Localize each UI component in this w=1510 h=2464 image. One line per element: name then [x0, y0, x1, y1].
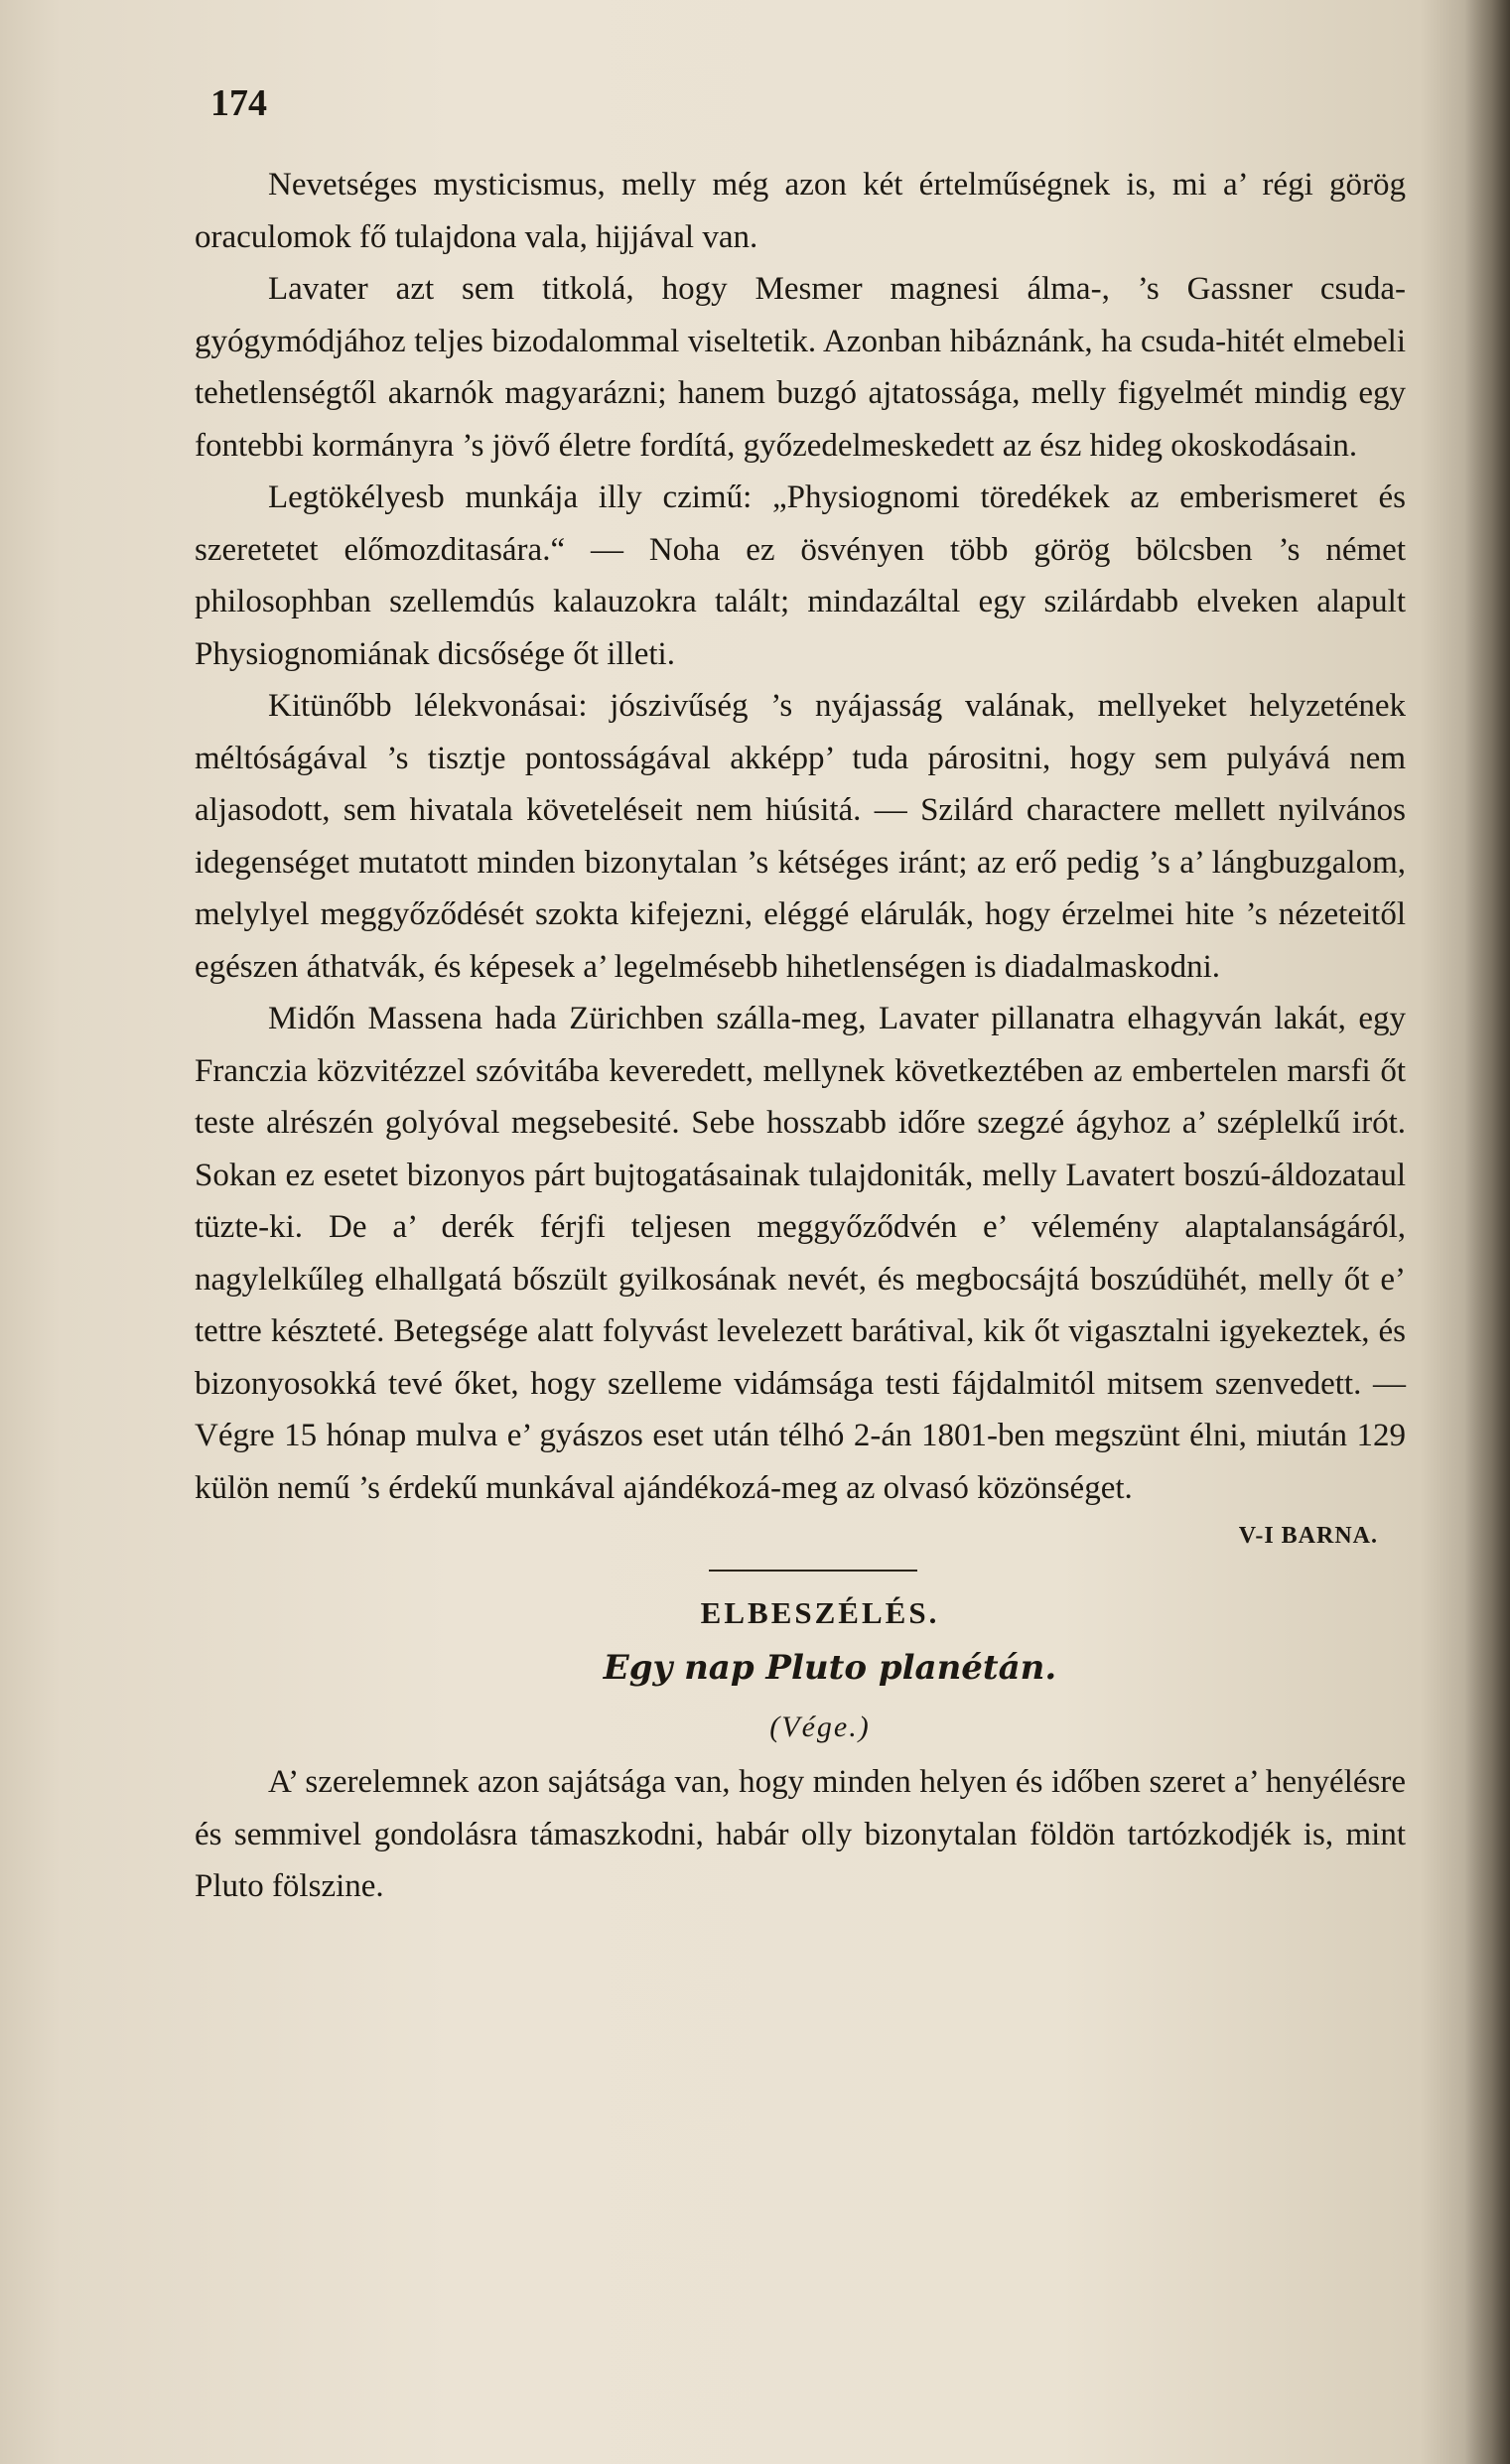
story-title: Egy nap Pluto planétán. [603, 1648, 1057, 1688]
story-part-label: (Vége.) [769, 1711, 871, 1743]
story-opening-paragraph: A’ szerelemnek azon sajátsága van, hogy minden helyen és időben szeret a’ henyélésre és semmivel gondolásra támaszkodni, habár olly bizonytalan földön tartózkodjék is, mint Pluto fölszine. [195, 1764, 1406, 1904]
article-paragraph-4: Kitünőbb lélekvonásai: jószivűség ’s nyájasság valának, mellyeket helyzetének méltóságával ’s tisztje pontosságával akképp’ tuda párositni, hogy sem pulyává nem aljasodott, sem hivatala követeléseit nem hiúsitá. — Szilárd charactere mellett nyilvános idegenséget mutatott minden bizonytalan ’s kétséges iránt; az erő pedig ’s a’ lángbuzgalom, melylyel meggyőződését szokta kifejezni, eléggé elárulák, hogy érzelmei hite ’s nézeteitől egészen áthatvák, és képesek a’ legelmésebb hihetlenségen is diadalmaskodni. [195, 688, 1406, 985]
article-paragraph-3: Legtökélyesb munkája illy czimű: „Physiognomi töredékek az emberismeret és szeretetet előmozditasára.“ — Noha ez ösvényen több görög bölcsben ’s német philosophban szellemdús kalauzokra talált; mindazáltal egy szilárdabb elveken alapult Physiognomiának dicsősége őt illeti. [195, 479, 1406, 672]
article-paragraph-5: Midőn Massena hada Zürichben szálla-meg, Lavater pillanatra elhagyván lakát, egy Franczia közvitézzel szóvitába keveredett, mellynek következtében az embertelen marsfi őt teste alrészén golyóval megsebesité. Sebe hosszabb időre szegzé ágyhoz a’ széplelkű irót. Sokan ez esetet bizonyos párt bujtogatásainak tulajdoniták, melly Lavatert boszú-áldozataul tüzte-ki. De a’ derék férjfi teljesen meggyőződvén e’ vélemény alaptalanságáról, nagylelkűleg elhallgatá bőszült gyilkosának nevét, és megbocsájtá boszúdühét, melly őt e’ tettre készteté. Betegsége alatt folyvást levelezett barátival, kik őt vigasztalni igyekeztek, és bizonyosokká tevé őket, hogy szelleme vidámsága testi fájdalmitól mitsem szenvedett. — Végre 15 hónap mulva e’ gyászos eset után télhó 2-án 1801-ben megszünt élni, miután 129 külön nemű ’s érdekű munkával ajándékozá-meg az olvasó közönséget. [195, 1001, 1406, 1506]
section-divider [709, 1570, 917, 1572]
author-signature: V-I BARNA. [1238, 1523, 1378, 1549]
article-paragraph-1: Nevetséges mysticismus, melly még azon két értelműségnek is, mi a’ régi görög oraculomok fő tulajdona vala, hijjával van. [195, 167, 1406, 255]
page-edge-shadow [1464, 0, 1510, 2464]
article-paragraph-2: Lavater azt sem titkolá, hogy Mesmer magnesi álma-, ’s Gassner csuda-gyógymódjához teljes bizodalommal viseltetik. Azonban hibáznánk, ha csuda-hitét elmebeli tehetlenségtől akarnók magyarázni; hanem buzgó ajtatossága, melly figyelmét mindig egy fontebbi kormányra ’s jövő életre fordítá, győzedelmeskedett az ész hideg okoskodásain. [195, 271, 1406, 464]
section-heading: ELBESZÉLÉS. [700, 1595, 940, 1630]
page-text [195, 159, 1406, 1913]
page-number: 174 [210, 82, 267, 124]
